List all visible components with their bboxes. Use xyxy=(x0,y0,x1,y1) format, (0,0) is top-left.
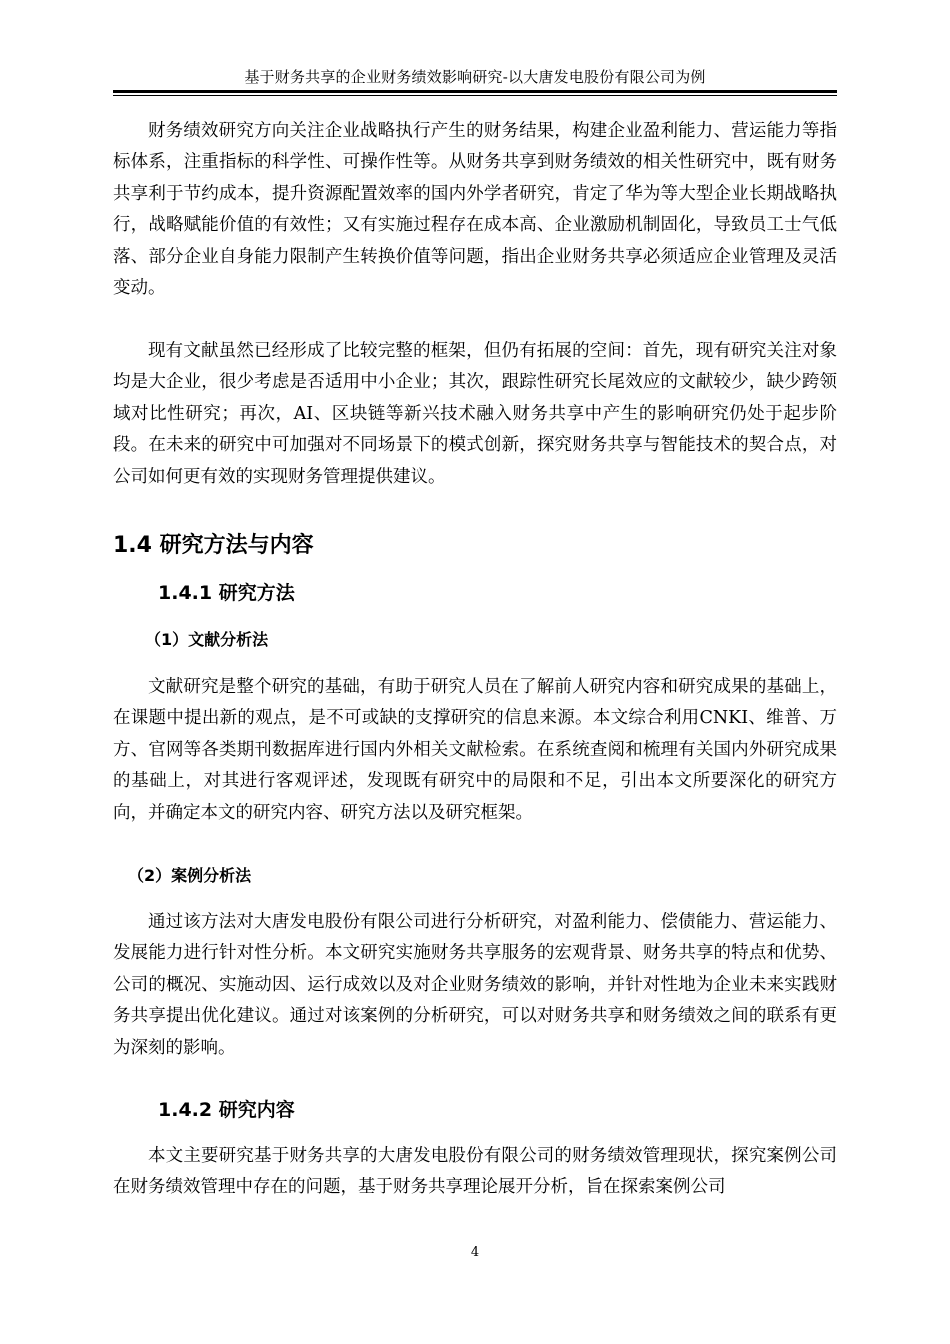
section-heading-1-4: 1.4 研究方法与内容 xyxy=(113,533,314,558)
paragraph-performance-research: 财务绩效研究方向关注企业战略执行产生的财务结果，构建企业盈利能力、营运能力等指标体系，注重指标的科学性、可操作性等。从财务共享到财务绩效的相关性研究中，既有财务共享利于节约成本，提升资源配置效率的国内外学者研究，肯定了华为等大型企业长期战略执行，战略赋能价值的有效性；又有实施过程存在成本高、企业激励机制固化，导致员工士气低落、部分企业自身能力限制产生转换价值等问题，指出企业财务共享必须适应企业管理及灵活变动。 xyxy=(113,121,837,299)
method-heading-case: （2）案例分析法 xyxy=(128,866,252,885)
page-number: 4 xyxy=(470,1245,480,1260)
subsection-heading-1-4-2: 1.4.2 研究内容 xyxy=(158,1099,295,1121)
paragraph-research-content: 本文主要研究基于财务共享的大唐发电股份有限公司的财务绩效管理现状，探究案例公司在财务绩效管理中存在的问题，基于财务共享理论展开分析，旨在探索案例公司 xyxy=(113,1146,837,1198)
method-heading-literature: （1）文献分析法 xyxy=(145,630,269,649)
running-header: 基于财务共享的企业财务绩效影响研究-以大唐发电股份有限公司为例 xyxy=(244,68,706,86)
paragraph-literature-gaps: 现有文献虽然已经形成了比较完整的框架，但仍有拓展的空间：首先，现有研究关注对象均是大企业，很少考虑是否适用中小企业；其次，跟踪性研究长尾效应的文献较少，缺少跨领域对比性研究；再次，AI、区块链等新兴技术融入财务共享中产生的影响研究仍处于起步阶段。在未来的研究中可加强对不同场景下的模式创新，探究财务共享与智能技术的契合点，对公司如何更有效的实现财务管理提供建议。 xyxy=(113,341,837,487)
paragraph-case-method: 通过该方法对大唐发电股份有限公司进行分析研究，对盈利能力、偿债能力、营运能力、发展能力进行针对性分析。本文研究实施财务共享服务的宏观背景、财务共享的特点和优势、公司的概况、实施动因、运行成效以及对企业财务绩效的影响，并针对性地为企业未来实践财务共享提出优化建议。通过对该案例的分析研究，可以对财务共享和财务绩效之间的联系有更为深刻的影响。 xyxy=(113,912,837,1058)
paragraph-literature-method: 文献研究是整个研究的基础，有助于研究人员在了解前人研究内容和研究成果的基础上，在课题中提出新的观点，是不可或缺的支撑研究的信息来源。本文综合利用CNKI、维普、万方、官网等各类期刊数据库进行国内外相关文献检索。在系统查阅和梳理有关国内外研究成果的基础上，对其进行客观评述，发现既有研究中的局限和不足，引出本文所要深化的研究方向，并确定本文的研究内容、研究方法以及研究框架。 xyxy=(113,677,837,823)
header-rule xyxy=(113,90,837,96)
subsection-heading-1-4-1: 1.4.1 研究方法 xyxy=(158,582,295,604)
